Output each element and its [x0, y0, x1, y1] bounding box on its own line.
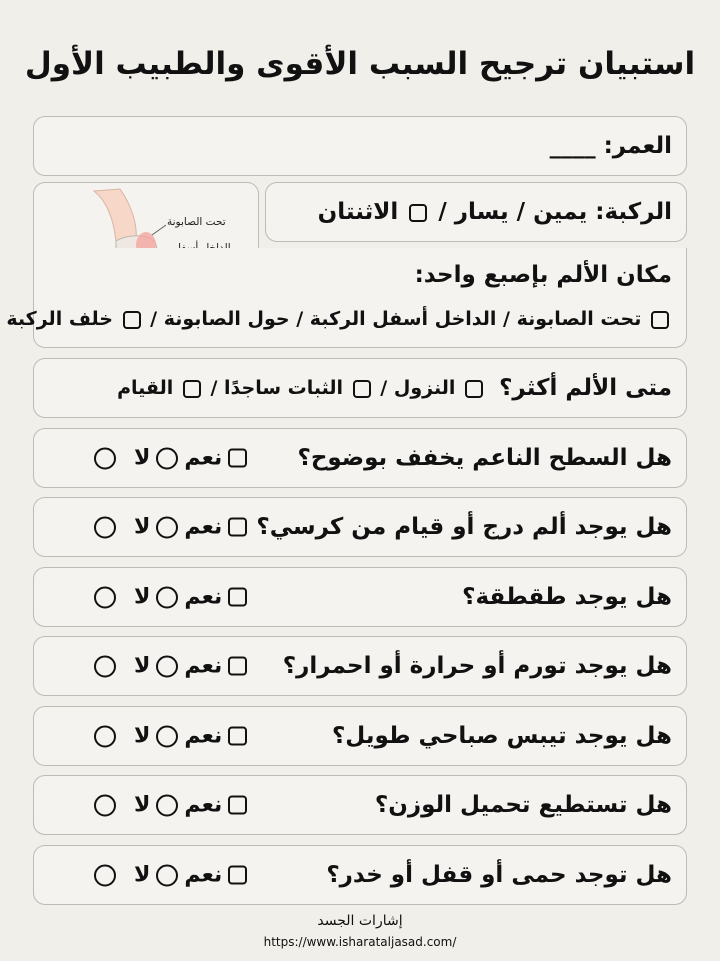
- unsure-checkbox[interactable]: [228, 657, 247, 676]
- yes-radio[interactable]: [156, 655, 178, 677]
- no-radio[interactable]: [94, 725, 116, 747]
- yes-radio[interactable]: [156, 586, 178, 608]
- page-title: استبيان ترجيح السبب الأقوى والطبيب الأول: [24, 46, 696, 82]
- label-above-kneecap: تحت الصابونة: [167, 216, 226, 228]
- yes-radio[interactable]: [156, 516, 178, 538]
- pain-location-options: [6, 308, 672, 330]
- knee-side-card[interactable]: [265, 182, 687, 242]
- location-behind-knee[interactable]: خلف الركبة: [6, 308, 113, 330]
- no-label: لا: [134, 792, 151, 818]
- unsure-checkbox[interactable]: [228, 518, 247, 537]
- knee-side-label: الركبة:: [595, 199, 672, 225]
- question-text: هل يوجد ألم درج أو قيام من كرسي؟: [256, 514, 672, 540]
- answer-options: [94, 724, 247, 749]
- pain-location-question: مكان الألم بإصبع واحد:: [414, 262, 672, 288]
- age-label: العمر: ____: [549, 133, 672, 159]
- no-label: لا: [134, 514, 151, 540]
- time-checkbox-descending[interactable]: [465, 380, 483, 398]
- yes-label: نعم: [184, 862, 223, 888]
- unsure-checkbox[interactable]: [228, 866, 247, 885]
- pain-time-card[interactable]: [33, 358, 687, 418]
- yes-radio[interactable]: [156, 725, 178, 747]
- yes-label: نعم: [184, 792, 223, 818]
- unsure-checkbox[interactable]: [228, 796, 247, 815]
- age-card[interactable]: [33, 116, 687, 176]
- both-option[interactable]: الاثنتان: [317, 199, 399, 225]
- no-radio[interactable]: [94, 447, 116, 469]
- knee-side-options[interactable]: يمين / يسار /: [438, 199, 588, 225]
- no-label: لا: [134, 653, 151, 679]
- pain-time-question: متى الألم أكثر؟: [499, 375, 672, 401]
- unsure-checkbox[interactable]: [228, 727, 247, 746]
- yes-no-question-row: [33, 497, 687, 557]
- no-label: لا: [134, 723, 151, 749]
- yes-no-question-row: [33, 636, 687, 696]
- location-checkbox-1[interactable]: [651, 311, 669, 329]
- yes-radio[interactable]: [156, 794, 178, 816]
- yes-radio[interactable]: [156, 864, 178, 886]
- yes-label: نعم: [184, 445, 223, 471]
- yes-label: نعم: [184, 723, 223, 749]
- yes-no-question-row: [33, 567, 687, 627]
- footer-url[interactable]: https://www.isharataljasad.com/: [263, 935, 457, 949]
- time-checkbox-kneeling[interactable]: [353, 380, 371, 398]
- answer-options: [94, 863, 247, 888]
- no-radio[interactable]: [94, 655, 116, 677]
- question-text: هل السطح الناعم يخفف بوضوح؟: [297, 445, 672, 471]
- no-label: لا: [134, 445, 151, 471]
- yes-label: نعم: [184, 514, 223, 540]
- question-text: هل توجد حمى أو قفل أو خدر؟: [326, 862, 672, 888]
- no-radio[interactable]: [94, 516, 116, 538]
- both-checkbox[interactable]: [409, 204, 427, 222]
- location-options-text[interactable]: تحت الصابونة / الداخل أسفل الركبة / حول الصابونة /: [150, 308, 642, 330]
- time-option-standing[interactable]: القيام: [117, 377, 174, 399]
- no-label: لا: [134, 862, 151, 888]
- knee-side-question: [318, 199, 672, 225]
- answer-options: [94, 654, 247, 679]
- time-option-kneeling[interactable]: الثبات ساجدًا /: [210, 377, 344, 399]
- footer-brand: إشارات الجسد: [317, 913, 403, 929]
- unsure-checkbox[interactable]: [228, 449, 247, 468]
- time-checkbox-standing[interactable]: [183, 380, 201, 398]
- time-option-descending[interactable]: النزول /: [380, 377, 456, 399]
- answer-options: [94, 585, 247, 610]
- question-text: هل يوجد تيبس صباحي طويل؟: [331, 723, 672, 749]
- question-text: هل يوجد طقطقة؟: [462, 584, 672, 610]
- answer-options: [94, 793, 247, 818]
- yes-no-question-row: [33, 775, 687, 835]
- no-radio[interactable]: [94, 586, 116, 608]
- yes-no-question-row: [33, 845, 687, 905]
- pain-time-options: [117, 377, 486, 399]
- yes-no-question-row: [33, 428, 687, 488]
- question-text: هل يوجد تورم أو حرارة أو احمرار؟: [282, 653, 672, 679]
- no-radio[interactable]: [94, 864, 116, 886]
- no-radio[interactable]: [94, 794, 116, 816]
- yes-label: نعم: [184, 653, 223, 679]
- answer-options: [94, 446, 247, 471]
- yes-no-question-row: [33, 706, 687, 766]
- pain-location-card[interactable]: [6, 248, 687, 348]
- unsure-checkbox[interactable]: [228, 588, 247, 607]
- yes-radio[interactable]: [156, 447, 178, 469]
- answer-options: [94, 515, 247, 540]
- location-checkbox-2[interactable]: [123, 311, 141, 329]
- question-text: هل تستطيع تحميل الوزن؟: [374, 792, 672, 818]
- no-label: لا: [134, 584, 151, 610]
- yes-label: نعم: [184, 584, 223, 610]
